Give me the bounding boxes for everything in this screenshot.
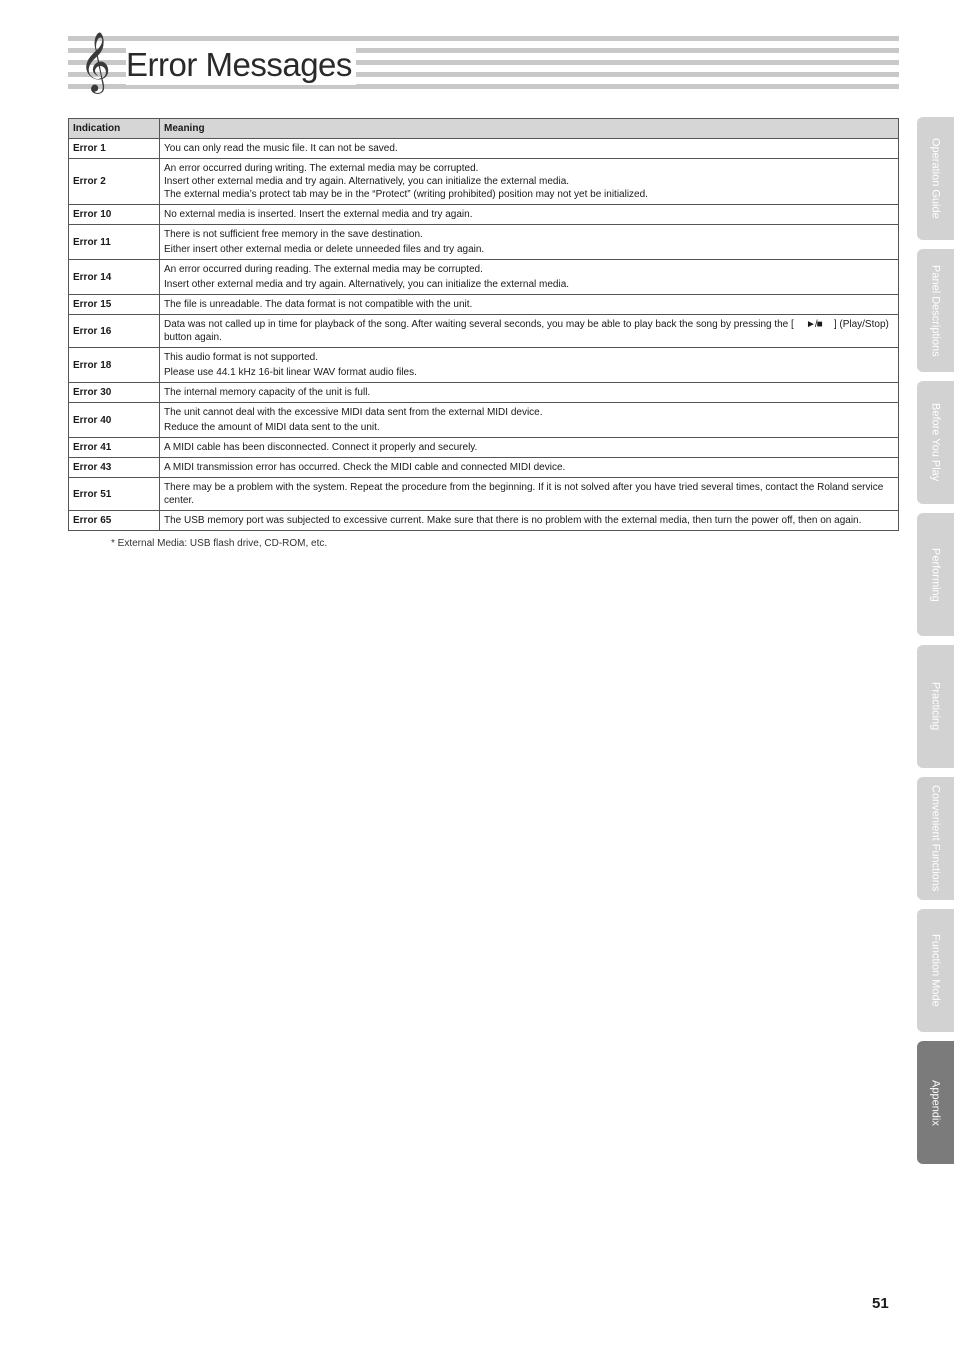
meaning-text: Data was not called up in time for playback of the song. After waiting several seconds, you may be able to play back the song by pressing the [ bbox=[164, 319, 794, 330]
error-indication: Error 11 bbox=[69, 225, 160, 260]
error-meaning bbox=[160, 383, 899, 403]
table-row bbox=[69, 458, 899, 478]
meaning-line: Reduce the amount of MIDI data sent to the unit. bbox=[164, 422, 380, 433]
table-row bbox=[69, 438, 899, 458]
meaning-line: An error occurred during reading. The external media may be corrupted. bbox=[164, 264, 483, 275]
error-meaning bbox=[160, 315, 899, 348]
tab-label: Performing bbox=[929, 547, 942, 602]
error-meaning bbox=[160, 348, 899, 383]
page-number: 51 bbox=[872, 1295, 889, 1312]
meaning-line: You can only read the music file. It can not be saved. bbox=[164, 143, 398, 154]
error-indication: Error 43 bbox=[69, 458, 160, 478]
column-header-meaning: Meaning bbox=[160, 119, 899, 139]
error-meaning bbox=[160, 260, 899, 295]
error-indication: Error 1 bbox=[69, 139, 160, 159]
meaning-text: ] (Play/Stop) button again. bbox=[164, 319, 889, 343]
tab-label: Function Mode bbox=[929, 934, 942, 1007]
table-row bbox=[69, 348, 899, 383]
error-meaning bbox=[160, 295, 899, 315]
error-indication: Error 18 bbox=[69, 348, 160, 383]
error-indication: Error 15 bbox=[69, 295, 160, 315]
meaning-line: An error occurred during writing. The external media may be corrupted. bbox=[164, 163, 479, 174]
table-row bbox=[69, 383, 899, 403]
footnote: * External Media: USB flash drive, CD-ROM, etc. bbox=[111, 538, 328, 549]
error-indication: Error 40 bbox=[69, 403, 160, 438]
error-indication: Error 14 bbox=[69, 260, 160, 295]
tab-before-you-play[interactable] bbox=[917, 381, 954, 504]
error-meaning bbox=[160, 403, 899, 438]
meaning-line: Insert other external media and try again. Alternatively, you can initialize the external media. bbox=[164, 176, 570, 187]
meaning-line: There is not sufficient free memory in the save destination. bbox=[164, 229, 423, 240]
error-meaning bbox=[160, 139, 899, 159]
error-messages-table bbox=[68, 118, 899, 531]
error-meaning bbox=[160, 478, 899, 511]
table-row bbox=[69, 139, 899, 159]
meaning-line: Please use 44.1 kHz 16-bit linear WAV format audio files. bbox=[164, 367, 417, 378]
page-title: Error Messages bbox=[126, 45, 356, 85]
meaning-line: The file is unreadable. The data format is not compatible with the unit. bbox=[164, 299, 473, 310]
tab-appendix[interactable] bbox=[917, 1041, 954, 1164]
tab-convenient-functions[interactable] bbox=[917, 777, 954, 900]
meaning-line: The USB memory port was subjected to excessive current. Make sure that there is no problem with the external media, then turn the power off, then on again. bbox=[164, 515, 862, 526]
play-stop-icon: ►/■ bbox=[805, 319, 822, 330]
tab-label: Operation Guide bbox=[929, 138, 942, 219]
meaning-line: Either insert other external media or delete unneeded files and try again. bbox=[164, 244, 485, 255]
tab-label: Practicing bbox=[929, 682, 942, 731]
tab-label: Convenient Functions bbox=[929, 785, 942, 892]
table-row bbox=[69, 159, 899, 205]
meaning-line: No external media is inserted. Insert the external media and try again. bbox=[164, 209, 473, 220]
meaning-line: This audio format is not supported. bbox=[164, 352, 318, 363]
tab-function-mode[interactable] bbox=[917, 909, 954, 1032]
table-row bbox=[69, 315, 899, 348]
error-meaning bbox=[160, 225, 899, 260]
error-indication: Error 2 bbox=[69, 159, 160, 205]
error-indication: Error 51 bbox=[69, 478, 160, 511]
error-indication: Error 30 bbox=[69, 383, 160, 403]
meaning-line: A MIDI transmission error has occurred. Check the MIDI cable and connected MIDI device. bbox=[164, 462, 566, 473]
tab-practicing[interactable] bbox=[917, 645, 954, 768]
tab-operation-guide[interactable] bbox=[917, 117, 954, 240]
error-meaning bbox=[160, 438, 899, 458]
error-indication: Error 16 bbox=[69, 315, 160, 348]
tab-label: Panel Descriptions bbox=[929, 264, 942, 357]
tab-label: Before You Play bbox=[929, 403, 942, 482]
meaning-line: Insert other external media and try again. Alternatively, you can initialize the external media. bbox=[164, 279, 570, 290]
error-meaning bbox=[160, 458, 899, 478]
tab-performing[interactable] bbox=[917, 513, 954, 636]
treble-clef-icon: 𝄞 bbox=[80, 32, 111, 92]
table-row bbox=[69, 205, 899, 225]
error-meaning bbox=[160, 511, 899, 531]
tab-label: Appendix bbox=[929, 1079, 942, 1126]
table-row bbox=[69, 295, 899, 315]
meaning-line: The internal memory capacity of the unit is full. bbox=[164, 387, 371, 398]
table-header-row bbox=[69, 119, 899, 139]
meaning-line: The unit cannot deal with the excessive MIDI data sent from the external MIDI device. bbox=[164, 407, 543, 418]
error-indication: Error 65 bbox=[69, 511, 160, 531]
tab-panel-descriptions[interactable] bbox=[917, 249, 954, 372]
meaning-line: There may be a problem with the system. Repeat the procedure from the beginning. If it is not solved after you have tried several times, contact the Roland service center. bbox=[164, 482, 884, 506]
table-row bbox=[69, 511, 899, 531]
table-row bbox=[69, 260, 899, 295]
meaning-line: The external media’s protect tab may be in the “Protect” (writing prohibited) position may not yet be initialized. bbox=[164, 189, 648, 200]
error-indication: Error 10 bbox=[69, 205, 160, 225]
meaning-line: A MIDI cable has been disconnected. Connect it properly and securely. bbox=[164, 442, 478, 453]
table-row bbox=[69, 403, 899, 438]
table-row bbox=[69, 225, 899, 260]
error-meaning bbox=[160, 205, 899, 225]
column-header-indication: Indication bbox=[69, 119, 160, 139]
error-indication: Error 41 bbox=[69, 438, 160, 458]
table-row bbox=[69, 478, 899, 511]
error-meaning bbox=[160, 159, 899, 205]
